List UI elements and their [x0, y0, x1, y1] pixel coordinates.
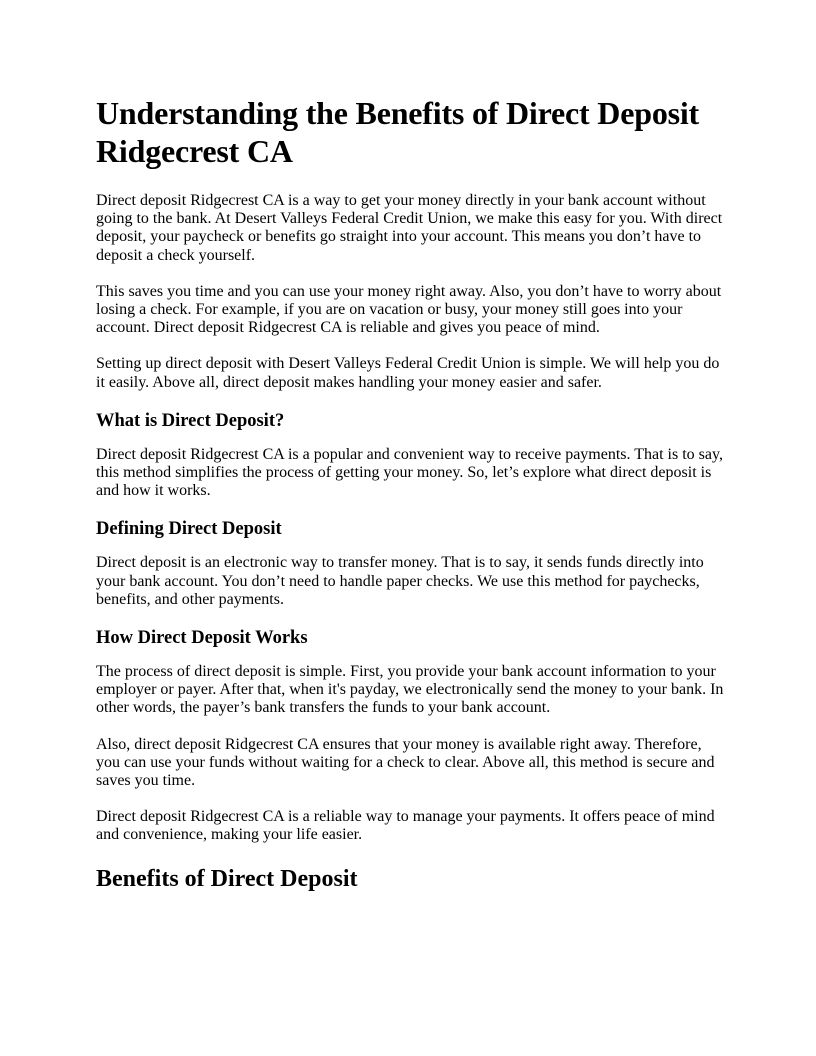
section-heading-defining: Defining Direct Deposit: [96, 519, 282, 540]
section-defining-paragraph-1: Direct deposit is an electronic way to transfer money. That is to say, it sends funds directly into your bank account. You don’t need to handle paper checks. We use this method for paychecks, benefits, and other payments.: [96, 554, 704, 608]
intro-paragraph-3: Setting up direct deposit with Desert Valleys Federal Credit Union is simple. We will help you do it easily. Above all, direct deposit makes handling your money easier and safer.: [96, 355, 720, 391]
section-heading-what-is: What is Direct Deposit?: [96, 410, 285, 431]
section-heading-how-it-works: How Direct Deposit Works: [96, 628, 308, 649]
section-how-paragraph-3: Direct deposit Ridgecrest CA is a reliable way to manage your payments. It offers peace of mind and convenience, making your life easier.: [96, 808, 715, 844]
section-how-paragraph-1: The process of direct deposit is simple. First, you provide your bank account information to your employer or payer. After that, when it's payday, we electronically send the money to your bank. In other words, the payer’s bank transfers the funds to your bank account.: [96, 663, 724, 717]
document-page: [96, 94, 726, 893]
section-what-is-paragraph-1: Direct deposit Ridgecrest CA is a popular and convenient way to receive payments. That is to say, this method simplifies the process of getting your money. So, let’s explore what direct deposit is and how it works.: [96, 445, 723, 500]
benefits-heading: Benefits of Direct Deposit: [96, 865, 358, 892]
document-title: Understanding the Benefits of Direct Deposit Ridgecrest CA: [96, 95, 700, 169]
intro-paragraph-1: Direct deposit Ridgecrest CA is a way to get your money directly in your bank account without going to the bank. At Desert Valleys Federal Credit Union, we make this easy for you. With direct deposit, your paycheck or benefits go straight into your account. This means you don’t have to deposit a check yourself.: [96, 192, 723, 264]
section-how-paragraph-2: Also, direct deposit Ridgecrest CA ensures that your money is available right away. Therefore, you can use your funds without waiting for a check to clear. Above all, this method is secure and saves you time.: [96, 735, 715, 790]
intro-paragraph-2: This saves you time and you can use your money right away. Also, you don’t have to worry about losing a check. For example, if you are on vacation or busy, your money still goes into your account. Direct deposit Ridgecrest CA is reliable and gives you peace of mind.: [96, 282, 722, 337]
